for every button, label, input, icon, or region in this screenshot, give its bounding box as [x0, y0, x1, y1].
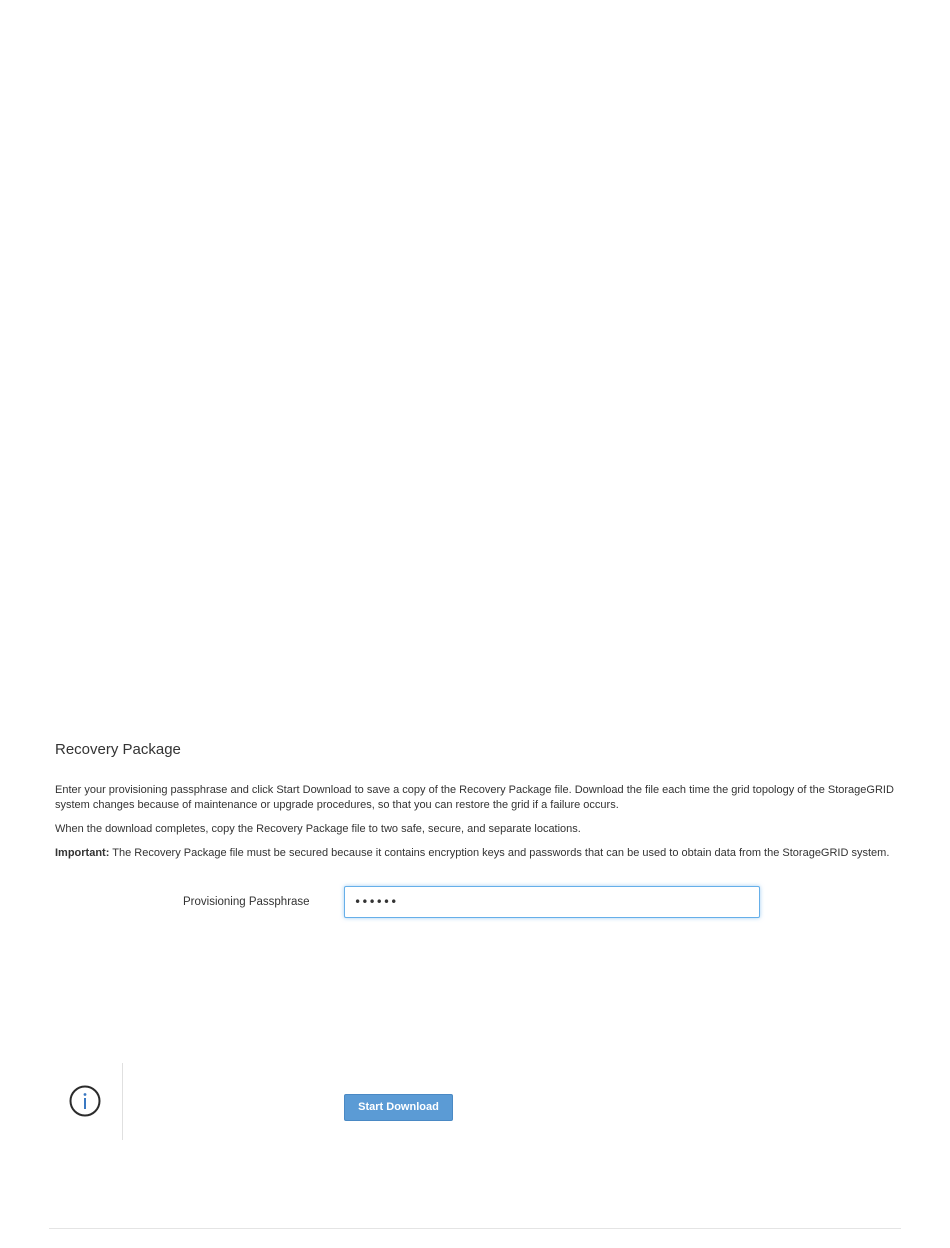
- important-text: The Recovery Package file must be secured because it contains encryption keys and passwords that can be used to obtain data from the StorageGRID system.: [109, 847, 890, 859]
- recovery-package-panel: [55, 738, 905, 1113]
- info-icon: [69, 1085, 101, 1117]
- passphrase-label: Provisioning Passphrase: [183, 896, 310, 908]
- note-divider: [122, 1063, 123, 1140]
- start-download-button[interactable]: Start Download: [344, 1094, 453, 1121]
- intro-text: Enter your provisioning passphrase and click Start Download to save a copy of the Recovery Package file. Download the file each time the grid topology of the StorageGRID system changes because of maintenance or upgrade procedures, so that you can restore the grid if a failure occurs.: [55, 784, 894, 811]
- passphrase-input[interactable]: [344, 886, 760, 918]
- passphrase-row: [55, 886, 905, 1113]
- important-label: Important:: [55, 847, 110, 859]
- bottom-divider: [49, 1228, 901, 1229]
- page-title: Recovery Package: [55, 741, 181, 758]
- important-note: [55, 846, 905, 861]
- note-block: [55, 1063, 905, 1140]
- copy-instruction-text: When the download completes, copy the Recovery Package file to two safe, secure, and separate locations.: [55, 823, 581, 835]
